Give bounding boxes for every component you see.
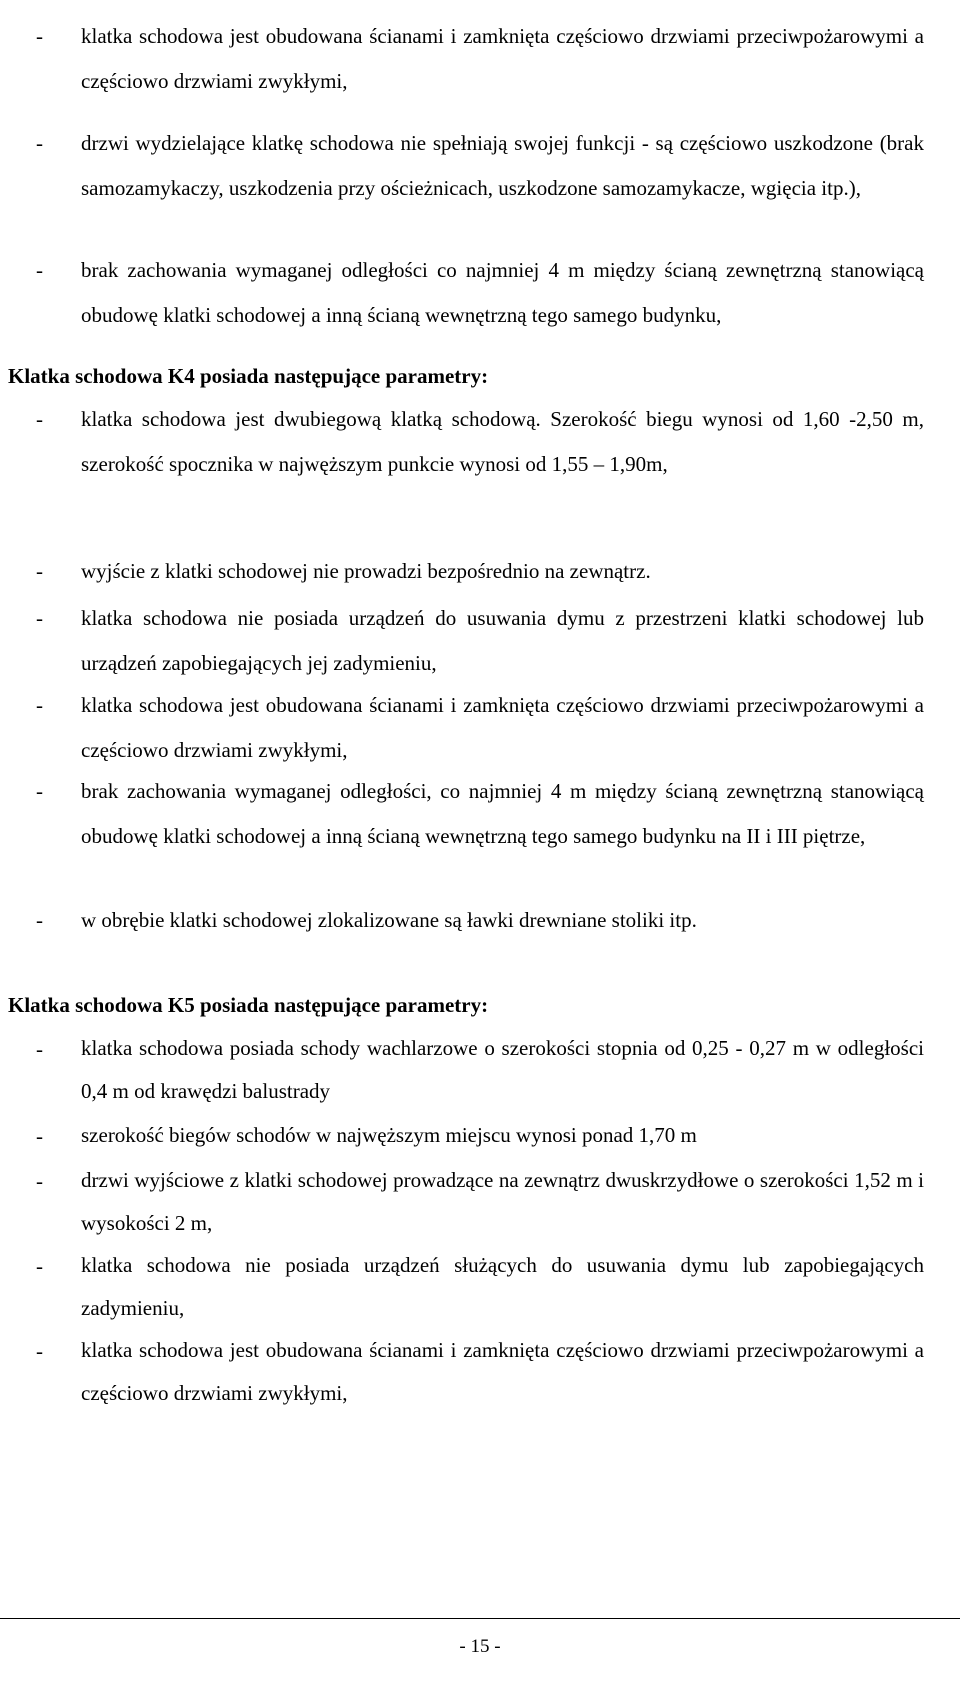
list-item-text: klatka schodowa jest obudowana ścianami i zamknięta częściowo drzwiami przeciwpożarowymi a częściowo drzwiami zwykłymi, xyxy=(81,24,924,93)
list-item-text: w obrębie klatki schodowej zlokalizowane są ławki drewniane stoliki itp. xyxy=(81,908,697,932)
list-dash: - xyxy=(36,131,43,155)
list-item-text: brak zachowania wymaganej odległości, co najmniej 4 m między ścianą zewnętrzną stanowiącą obudowę klatki schodowej a inną ścianą wewnętrzną tego samego budynku na II i III piętrze, xyxy=(81,779,924,848)
list-dash: - xyxy=(36,407,43,431)
list-dash: - xyxy=(36,779,43,803)
list-item-text: klatka schodowa jest obudowana ścianami i zamknięta częściowo drzwiami przeciwpożarowymi a częściowo drzwiami zwykłymi, xyxy=(81,1338,924,1405)
section-heading-k5: Klatka schodowa K5 posiada następujące parametry: xyxy=(8,993,489,1017)
list-dash: - xyxy=(36,258,43,282)
list-item-text: brak zachowania wymaganej odległości co najmniej 4 m między ścianą zewnętrzną stanowiącą obudowę klatki schodowej a inną ścianą wewnętrzną tego samego budynku, xyxy=(81,258,924,327)
list-dash: - xyxy=(36,1339,43,1363)
list-item-text: klatka schodowa posiada schody wachlarzowe o szerokości stopnia od 0,25 - 0,27 m w odległości 0,4 m od krawędzi balustrady xyxy=(81,1036,924,1103)
list-item-text: wyjście z klatki schodowej nie prowadzi bezpośrednio na zewnątrz. xyxy=(81,559,651,583)
list-item-text: klatka schodowa jest dwubiegową klatką schodową. Szerokość biegu wynosi od 1,60 -2,50 m, szerokość spocznika w najwęższym punkcie wynosi od 1,55 – 1,90m, xyxy=(81,407,924,476)
section-heading-k4: Klatka schodowa K4 posiada następujące parametry: xyxy=(8,364,489,388)
list-dash: - xyxy=(36,24,43,48)
footer-divider xyxy=(0,1618,960,1619)
list-dash: - xyxy=(36,1169,43,1193)
list-item-text: drzwi wydzielające klatkę schodowa nie spełniają swojej funkcji - są częściowo uszkodzone (brak samozamykaczy, uszkodzenia przy ościeżnicach, uszkodzone samozamykacze, wgięcia itp.), xyxy=(81,131,924,200)
list-dash: - xyxy=(36,908,43,932)
list-item-text: klatka schodowa nie posiada urządzeń służących do usuwania dymu lub zapobiegających zadymieniu, xyxy=(81,1253,924,1320)
list-dash: - xyxy=(36,1037,43,1061)
list-dash: - xyxy=(36,693,43,717)
page-number: - 15 - xyxy=(459,1636,501,1657)
list-dash: - xyxy=(36,1254,43,1278)
list-dash: - xyxy=(36,1124,43,1148)
list-item-text: klatka schodowa nie posiada urządzeń do usuwania dymu z przestrzeni klatki schodowej lub urządzeń zapobiegających jej zadymieniu, xyxy=(81,606,924,675)
list-dash: - xyxy=(36,606,43,630)
list-item-text: klatka schodowa jest obudowana ścianami i zamknięta częściowo drzwiami przeciwpożarowymi a częściowo drzwiami zwykłymi, xyxy=(81,693,924,762)
list-dash: - xyxy=(36,559,43,583)
list-item-text: drzwi wyjściowe z klatki schodowej prowadzące na zewnątrz dwuskrzydłowe o szerokości 1,52 m i wysokości 2 m, xyxy=(81,1168,924,1235)
list-item-text: szerokość biegów schodów w najwęższym miejscu wynosi ponad 1,70 m xyxy=(81,1123,697,1147)
